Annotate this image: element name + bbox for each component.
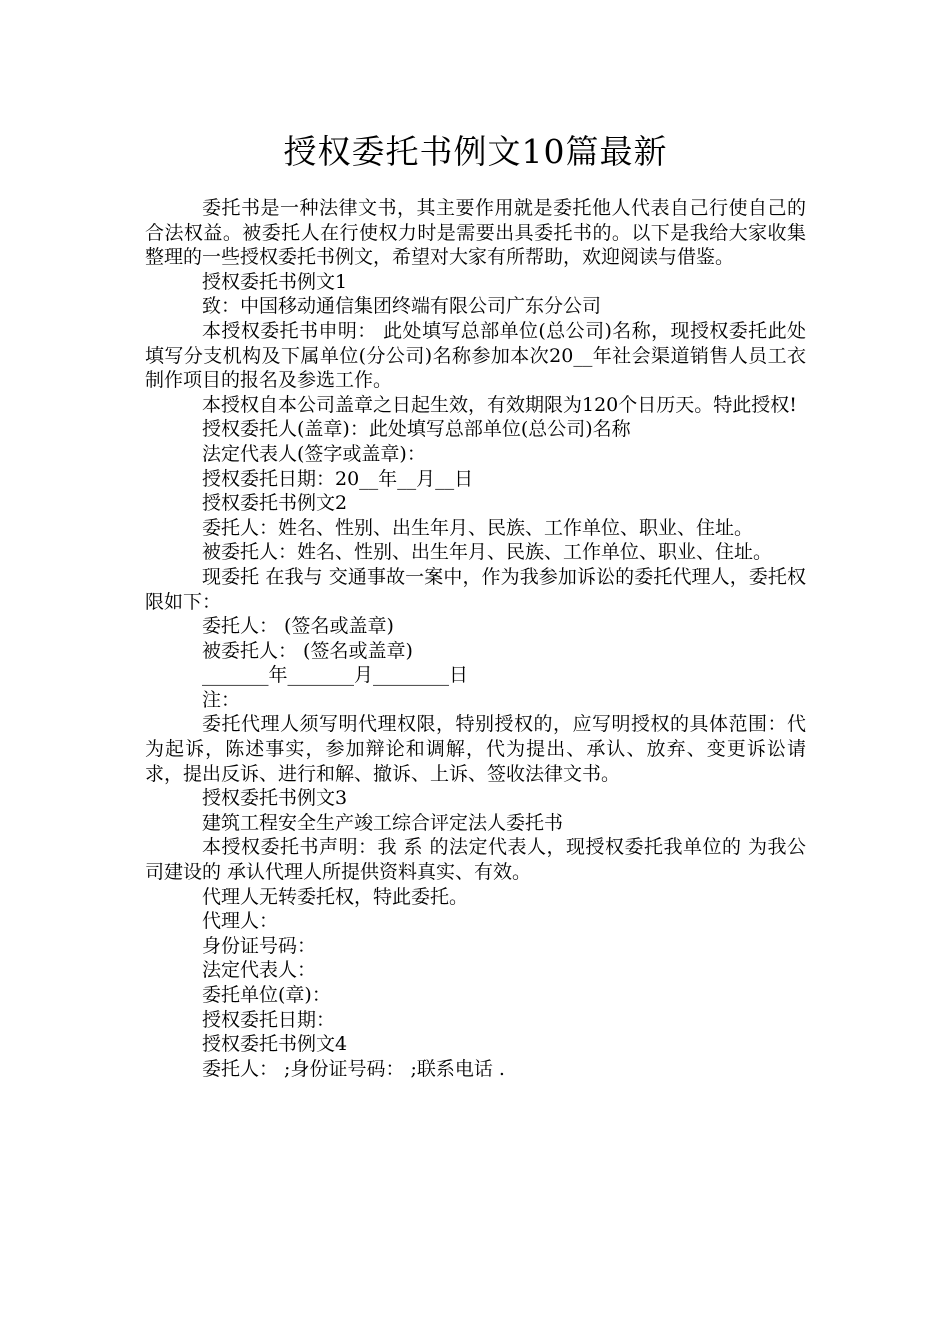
paragraph: 委托人：姓名、性别、出生年月、民族、工作单位、职业、住址。 [202,516,754,539]
paragraph: 被委托人： (签名或盖章) [202,639,413,662]
paragraph: 身份证号码： [202,934,317,957]
paragraph: 法定代表人： [202,959,317,982]
paragraph: 法定代表人(签字或盖章)： [202,442,426,465]
paragraph: 建筑工程安全生产竣工综合评定法人委托书 [202,811,564,834]
section-heading: 授权委托书例文1 [202,270,348,293]
paragraph: 授权委托日期： [202,1008,336,1031]
document-title: 授权委托书例文10篇最新 [283,132,668,171]
paragraph: 被委托人：姓名、性别、出生年月、民族、工作单位、职业、住址。 [202,541,773,564]
paragraph: 委托单位(章)： [202,984,331,1006]
paragraph: 委托代理人须写明代理权限，特别授权的，应写明授权的具体范围：代为起诉，陈述事实，参加辩论和调解，代为提出、承认、放弃、变更诉讼请求，提出反诉、进行和解、撤诉、上诉、签收法律文书。 [145,713,806,785]
paragraph: 致：中国移动通信集团终端有限公司广东分公司 [202,295,602,318]
paragraph: 授权委托人(盖章)：此处填写总部单位(总公司)名称 [202,418,631,441]
paragraph: _______年_______月________日 [202,664,469,687]
section-heading: 授权委托书例文2 [202,492,348,515]
paragraph: 注： [202,688,241,711]
paragraph: 委托人： ;身份证号码： ;联系电话 . [202,1057,505,1080]
paragraph: 代理人无转委托权，特此委托。 [202,885,469,908]
paragraph: 代理人： [202,910,279,933]
paragraph: 委托人： (签名或盖章) [202,615,394,638]
section-heading: 授权委托书例文4 [202,1033,348,1056]
paragraph: 现委托 在我与 交通事故一案中，作为我参加诉讼的委托代理人，委托权限如下： [145,565,806,613]
document-body [145,196,806,1081]
paragraph: 本授权自本公司盖章之日起生效，有效期限为120个日历天。特此授权! [202,393,797,416]
paragraph: 委托书是一种法律文书，其主要作用就是委托他人代表自己行使自己的合法权益。被委托人在行使权力时是需要出具委托书的。以下是我给大家收集整理的一些授权委托书例文，希望对大家有所帮助，欢迎阅读与借鉴。 [145,197,806,269]
paragraph: 授权委托日期：20__年__月__日 [202,467,474,490]
paragraph: 本授权委托书声明：我 系 的法定代表人，现授权委托我单位的 为我公司建设的 承认代理人所提供资料真实、有效。 [145,836,806,884]
paragraph: 本授权委托书申明： 此处填写总部单位(总公司)名称，现授权委托此处填写分支机构及下属单位(分公司)名称参加本次20__年社会渠道销售人员工衣制作项目的报名及参选工作。 [145,319,806,392]
section-heading: 授权委托书例文3 [202,787,348,810]
